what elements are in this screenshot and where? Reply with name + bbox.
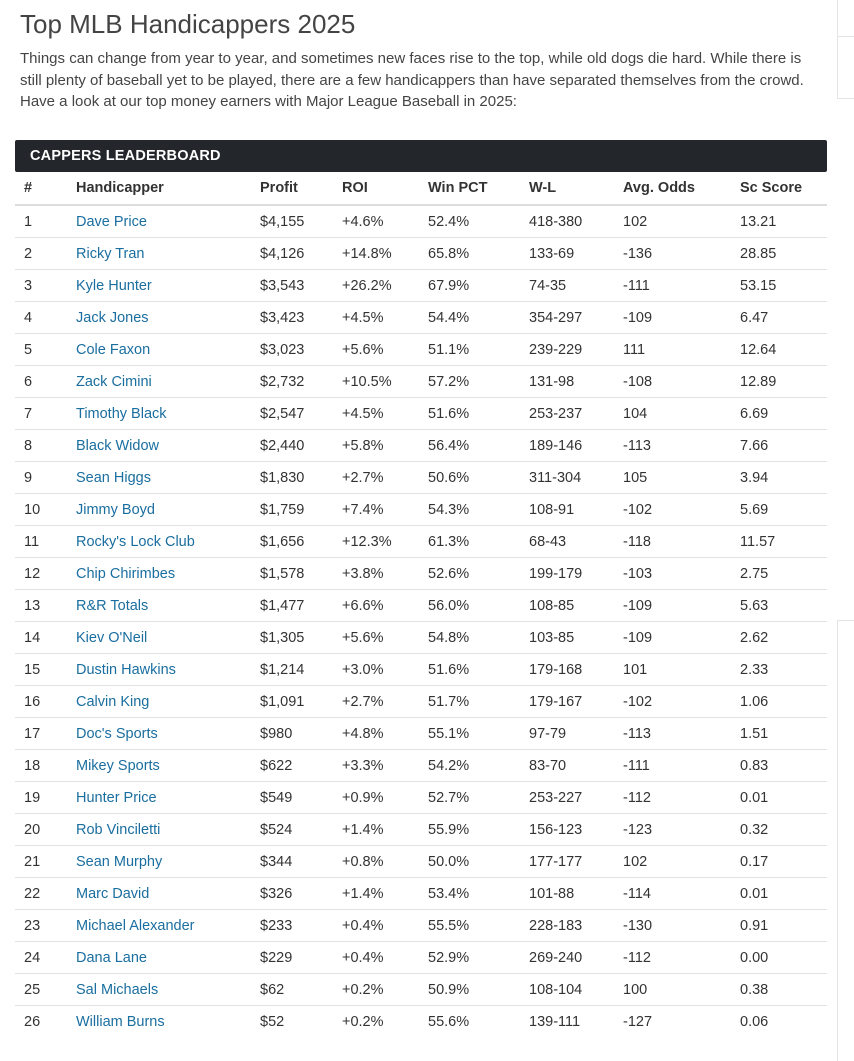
handicapper-cell — [76, 942, 260, 974]
win-pct-cell: 52.7% — [428, 782, 529, 814]
table-row — [15, 654, 827, 686]
avg-odds-cell: 102 — [623, 846, 740, 878]
table-row — [15, 974, 827, 1006]
win-pct-cell: 67.9% — [428, 270, 529, 302]
rank-cell: 13 — [15, 590, 76, 622]
sc-score-cell: 13.21 — [740, 205, 827, 238]
table-row — [15, 494, 827, 526]
rank-cell: 19 — [15, 782, 76, 814]
wl-cell: 131-98 — [529, 366, 623, 398]
profit-cell: $1,759 — [260, 494, 342, 526]
handicapper-cell — [76, 398, 260, 430]
roi-cell: +0.4% — [342, 910, 428, 942]
profit-cell: $1,091 — [260, 686, 342, 718]
avg-odds-cell: -114 — [623, 878, 740, 910]
win-pct-cell: 54.4% — [428, 302, 529, 334]
handicapper-cell — [76, 238, 260, 270]
sc-score-cell: 5.69 — [740, 494, 827, 526]
handicapper-cell — [76, 622, 260, 654]
handicapper-link[interactable]: Chip Chirimbes — [76, 565, 176, 582]
wl-cell: 269-240 — [529, 942, 623, 974]
rank-cell: 8 — [15, 430, 76, 462]
sc-score-cell: 12.89 — [740, 366, 827, 398]
table-header-row — [15, 172, 827, 205]
leaderboard-header: CAPPERS LEADERBOARD — [15, 140, 827, 172]
handicapper-link[interactable]: Michael Alexander — [76, 917, 195, 934]
wl-cell: 354-297 — [529, 302, 623, 334]
roi-cell: +3.3% — [342, 750, 428, 782]
handicapper-link[interactable]: Rocky's Lock Club — [76, 533, 195, 550]
profit-cell: $622 — [260, 750, 342, 782]
table-row — [15, 462, 827, 494]
handicapper-link[interactable]: Dana Lane — [76, 949, 147, 966]
handicapper-link[interactable]: Marc David — [76, 885, 150, 902]
table-row — [15, 205, 827, 238]
win-pct-cell: 53.4% — [428, 878, 529, 910]
rank-cell: 3 — [15, 270, 76, 302]
avg-odds-cell: -111 — [623, 270, 740, 302]
rank-cell: 25 — [15, 974, 76, 1006]
handicapper-link[interactable]: Timothy Black — [76, 405, 167, 422]
roi-cell: +14.8% — [342, 238, 428, 270]
profit-cell: $4,155 — [260, 205, 342, 238]
handicapper-link[interactable]: Dave Price — [76, 213, 147, 230]
profit-cell: $2,547 — [260, 398, 342, 430]
wl-cell: 101-88 — [529, 878, 623, 910]
profit-cell: $2,440 — [260, 430, 342, 462]
avg-odds-cell: -102 — [623, 494, 740, 526]
profit-cell: $1,656 — [260, 526, 342, 558]
win-pct-cell: 55.9% — [428, 814, 529, 846]
sc-score-cell: 2.75 — [740, 558, 827, 590]
avg-odds-cell: -111 — [623, 750, 740, 782]
rank-cell: 6 — [15, 366, 76, 398]
wl-cell: 239-229 — [529, 334, 623, 366]
win-pct-cell: 50.9% — [428, 974, 529, 1006]
handicapper-link[interactable]: Calvin King — [76, 693, 150, 710]
rank-cell: 20 — [15, 814, 76, 846]
sidebar-widget-edge — [837, 0, 854, 99]
handicapper-link[interactable]: R&R Totals — [76, 597, 149, 614]
avg-odds-cell: -123 — [623, 814, 740, 846]
sc-score-cell: 0.17 — [740, 846, 827, 878]
wl-cell: 68-43 — [529, 526, 623, 558]
sc-score-cell: 0.32 — [740, 814, 827, 846]
roi-cell: +4.5% — [342, 398, 428, 430]
roi-cell: +0.2% — [342, 974, 428, 1006]
roi-cell: +2.7% — [342, 462, 428, 494]
handicapper-cell — [76, 302, 260, 334]
page-title: Top MLB Handicappers 2025 — [20, 9, 356, 39]
rank-cell: 2 — [15, 238, 76, 270]
handicapper-cell — [76, 782, 260, 814]
avg-odds-cell: 104 — [623, 398, 740, 430]
leaderboard-table — [15, 172, 827, 1037]
wl-cell: 97-79 — [529, 718, 623, 750]
handicapper-link[interactable]: Zack Cimini — [76, 373, 152, 390]
sc-score-cell: 0.06 — [740, 1013, 769, 1030]
profit-cell: $549 — [260, 782, 342, 814]
handicapper-cell — [76, 494, 260, 526]
sc-score-cell: 53.15 — [740, 270, 827, 302]
win-pct-cell: 51.7% — [428, 686, 529, 718]
avg-odds-cell: 101 — [623, 654, 740, 686]
avg-odds-cell: -102 — [623, 686, 740, 718]
wl-cell: 199-179 — [529, 558, 623, 590]
profit-cell: $1,830 — [260, 462, 342, 494]
wl-cell: 108-85 — [529, 590, 623, 622]
roi-cell: +26.2% — [342, 270, 428, 302]
column-header-sc-score: Sc Score — [740, 172, 827, 205]
table-row — [15, 942, 827, 974]
table-row — [15, 814, 827, 846]
avg-odds-cell: 102 — [623, 205, 740, 238]
wl-cell: 139-111 — [529, 1013, 581, 1030]
handicapper-cell — [76, 462, 260, 494]
handicapper-cell — [76, 334, 260, 366]
profit-cell: $1,214 — [260, 654, 342, 686]
wl-cell: 177-177 — [529, 846, 623, 878]
roi-cell: +4.8% — [342, 718, 428, 750]
table-row — [15, 270, 827, 302]
handicapper-link[interactable]: Sean Higgs — [76, 469, 151, 486]
handicapper-cell — [76, 654, 260, 686]
sc-score-cell: 11.57 — [740, 526, 827, 558]
avg-odds-cell: -103 — [623, 558, 740, 590]
table-row — [15, 334, 827, 366]
wl-cell: 253-227 — [529, 782, 623, 814]
handicapper-link[interactable]: Jimmy Boyd — [76, 501, 155, 518]
handicapper-cell — [76, 366, 260, 398]
win-pct-cell: 52.9% — [428, 942, 529, 974]
profit-cell: $4,126 — [260, 238, 342, 270]
handicapper-link[interactable]: Mikey Sports — [76, 757, 160, 774]
handicapper-link[interactable]: Dustin Hawkins — [76, 661, 176, 678]
table-row — [15, 718, 827, 750]
sc-score-cell: 7.66 — [740, 430, 827, 462]
intro-paragraph: Things can change from year to year, and sometimes new faces rise to the top, while old dogs die hard. While there is still plenty of baseball yet to be played, there are a few handicappers than have separated themselves from the crowd. Have a look at our top money earners with Major League Baseball in 2025: — [20, 50, 804, 110]
wl-cell: 108-104 — [529, 974, 623, 1006]
roi-cell: +2.7% — [342, 686, 428, 718]
roi-cell: +7.4% — [342, 494, 428, 526]
rank-cell: 15 — [15, 654, 76, 686]
rank-cell: 12 — [15, 558, 76, 590]
handicapper-link[interactable]: Black Widow — [76, 437, 159, 454]
wl-cell: 179-167 — [529, 686, 623, 718]
rank-cell: 14 — [15, 622, 76, 654]
column-header-rank: # — [15, 172, 76, 205]
table-row — [15, 782, 827, 814]
sc-score-cell: 1.51 — [740, 718, 827, 750]
avg-odds-cell: -109 — [623, 622, 740, 654]
roi-cell: +0.9% — [342, 782, 428, 814]
table-row — [15, 590, 827, 622]
rank-cell: 23 — [15, 910, 76, 942]
handicapper-link[interactable]: Kyle Hunter — [76, 277, 152, 294]
avg-odds-cell: -109 — [623, 302, 740, 334]
handicapper-cell — [76, 270, 260, 302]
win-pct-cell: 54.8% — [428, 622, 529, 654]
handicapper-link[interactable]: Doc's Sports — [76, 725, 158, 742]
column-header-roi: ROI — [342, 172, 428, 205]
rank-cell: 5 — [15, 334, 76, 366]
sidebar-widget-edge — [837, 620, 854, 1061]
handicapper-cell — [76, 846, 260, 878]
table-row — [15, 430, 827, 462]
win-pct-cell: 55.1% — [428, 718, 529, 750]
profit-cell: $52 — [260, 1013, 285, 1030]
profit-cell: $3,543 — [260, 270, 342, 302]
table-row — [15, 910, 827, 942]
handicapper-cell — [76, 526, 260, 558]
rank-cell: 4 — [15, 302, 76, 334]
profit-cell: $3,023 — [260, 334, 342, 366]
avg-odds-cell: 105 — [623, 462, 740, 494]
rank-cell: 24 — [15, 942, 76, 974]
wl-cell: 74-35 — [529, 270, 623, 302]
handicapper-cell — [76, 718, 260, 750]
win-pct-cell: 50.0% — [428, 846, 529, 878]
profit-cell: $980 — [260, 718, 342, 750]
profit-cell: $2,732 — [260, 366, 342, 398]
roi-cell: +5.8% — [342, 430, 428, 462]
roi-cell: +6.6% — [342, 590, 428, 622]
wl-cell: 133-69 — [529, 238, 623, 270]
sc-score-cell: 28.85 — [740, 238, 827, 270]
table-row — [15, 1006, 827, 1038]
sc-score-cell: 12.64 — [740, 334, 827, 366]
roi-cell: +0.2% — [342, 1013, 384, 1030]
win-pct-cell: 55.6% — [428, 1013, 470, 1030]
sc-score-cell: 2.62 — [740, 622, 827, 654]
sc-score-cell: 0.00 — [740, 942, 827, 974]
roi-cell: +0.4% — [342, 942, 428, 974]
sc-score-cell: 6.69 — [740, 398, 827, 430]
column-header-wl: W-L — [529, 172, 623, 205]
win-pct-cell: 54.2% — [428, 750, 529, 782]
profit-cell: $344 — [260, 846, 342, 878]
profit-cell: $524 — [260, 814, 342, 846]
handicapper-link[interactable]: Jack Jones — [76, 309, 149, 326]
table-row — [15, 686, 827, 718]
rank-cell: 9 — [15, 462, 76, 494]
rank-cell: 17 — [15, 718, 76, 750]
handicapper-link[interactable]: Rob Vinciletti — [76, 821, 161, 838]
rank-cell: 21 — [15, 846, 76, 878]
sc-score-cell: 0.38 — [740, 974, 827, 1006]
handicapper-link[interactable]: Ricky Tran — [76, 245, 145, 262]
handicapper-link[interactable]: Cole Faxon — [76, 341, 151, 358]
handicapper-cell — [76, 590, 260, 622]
avg-odds-cell: -118 — [623, 526, 740, 558]
table-row — [15, 238, 827, 270]
avg-odds-cell: -112 — [623, 942, 740, 974]
wl-cell: 418-380 — [529, 205, 623, 238]
sc-score-cell: 0.91 — [740, 910, 827, 942]
table-row — [15, 558, 827, 590]
roi-cell: +4.6% — [342, 205, 428, 238]
avg-odds-cell: -113 — [623, 718, 740, 750]
rank-cell: 22 — [15, 878, 76, 910]
profit-cell: $62 — [260, 974, 342, 1006]
roi-cell: +1.4% — [342, 878, 428, 910]
column-header-profit: Profit — [260, 172, 342, 205]
handicapper-cell — [76, 1006, 260, 1038]
win-pct-cell: 55.5% — [428, 910, 529, 942]
profit-cell: $1,305 — [260, 622, 342, 654]
wl-cell: 108-91 — [529, 494, 623, 526]
sc-score-cell: 3.94 — [740, 462, 827, 494]
table-row — [15, 398, 827, 430]
table-row — [15, 302, 827, 334]
wl-cell: 228-183 — [529, 910, 623, 942]
sc-score-cell: 5.63 — [740, 590, 827, 622]
wl-cell: 179-168 — [529, 654, 623, 686]
column-header-avg-odds: Avg. Odds — [623, 172, 740, 205]
table-row — [15, 366, 827, 398]
rank-cell: 10 — [15, 494, 76, 526]
wl-cell: 103-85 — [529, 622, 623, 654]
win-pct-cell: 50.6% — [428, 462, 529, 494]
table-row — [15, 878, 827, 910]
avg-odds-cell: -109 — [623, 590, 740, 622]
handicapper-cell — [76, 750, 260, 782]
handicapper-cell — [76, 558, 260, 590]
win-pct-cell: 56.0% — [428, 590, 529, 622]
wl-cell: 253-237 — [529, 398, 623, 430]
roi-cell: +5.6% — [342, 622, 428, 654]
avg-odds-cell: -113 — [623, 430, 740, 462]
profit-cell: $229 — [260, 942, 342, 974]
win-pct-cell: 52.6% — [428, 558, 529, 590]
handicapper-cell — [76, 878, 260, 910]
wl-cell: 311-304 — [529, 462, 623, 494]
win-pct-cell: 56.4% — [428, 430, 529, 462]
avg-odds-cell: -112 — [623, 782, 740, 814]
leaderboard-body — [15, 205, 827, 1037]
roi-cell: +12.3% — [342, 526, 428, 558]
rank-cell: 18 — [15, 750, 76, 782]
avg-odds-cell: 100 — [623, 974, 740, 1006]
profit-cell: $1,477 — [260, 590, 342, 622]
table-row — [15, 526, 827, 558]
handicapper-cell — [76, 430, 260, 462]
profit-cell: $1,578 — [260, 558, 342, 590]
rank-cell: 1 — [15, 205, 76, 238]
rank-cell: 16 — [15, 686, 76, 718]
sc-score-cell: 6.47 — [740, 302, 827, 334]
table-row — [15, 622, 827, 654]
handicapper-cell — [76, 814, 260, 846]
handicapper-cell — [76, 686, 260, 718]
roi-cell: +4.5% — [342, 302, 428, 334]
avg-odds-cell: 111 — [623, 334, 740, 366]
wl-cell: 156-123 — [529, 814, 623, 846]
sc-score-cell: 2.33 — [740, 654, 827, 686]
table-row — [15, 846, 827, 878]
roi-cell: +0.8% — [342, 846, 428, 878]
handicapper-link[interactable]: Sal Michaels — [76, 981, 159, 998]
avg-odds-cell: -130 — [623, 910, 740, 942]
profit-cell: $3,423 — [260, 302, 342, 334]
profit-cell: $326 — [260, 878, 342, 910]
handicapper-link[interactable]: Sean Murphy — [76, 853, 163, 870]
wl-cell: 83-70 — [529, 750, 623, 782]
sc-score-cell: 0.01 — [740, 782, 827, 814]
roi-cell: +3.8% — [342, 558, 428, 590]
table-row — [15, 750, 827, 782]
win-pct-cell: 51.6% — [428, 398, 529, 430]
handicapper-cell — [76, 205, 260, 238]
win-pct-cell: 57.2% — [428, 366, 529, 398]
win-pct-cell: 51.6% — [428, 654, 529, 686]
handicapper-link[interactable]: Hunter Price — [76, 789, 157, 806]
sc-score-cell: 0.83 — [740, 750, 827, 782]
handicapper-cell — [76, 974, 260, 1006]
wl-cell: 189-146 — [529, 430, 623, 462]
avg-odds-cell: -127 — [623, 1013, 653, 1030]
sc-score-cell: 1.06 — [740, 686, 827, 718]
sc-score-cell: 0.01 — [740, 878, 827, 910]
rank-cell: 7 — [15, 398, 76, 430]
avg-odds-cell: -136 — [623, 238, 740, 270]
win-pct-cell: 65.8% — [428, 238, 529, 270]
avg-odds-cell: -108 — [623, 366, 740, 398]
roi-cell: +10.5% — [342, 366, 428, 398]
rank-cell: 26 — [24, 1013, 41, 1030]
win-pct-cell: 52.4% — [428, 205, 529, 238]
handicapper-cell — [76, 910, 260, 942]
win-pct-cell: 51.1% — [428, 334, 529, 366]
roi-cell: +5.6% — [342, 334, 428, 366]
win-pct-cell: 54.3% — [428, 494, 529, 526]
column-header-win-pct: Win PCT — [428, 172, 529, 205]
profit-cell: $233 — [260, 910, 342, 942]
handicapper-link[interactable]: Kiev O'Neil — [76, 629, 148, 646]
roi-cell: +1.4% — [342, 814, 428, 846]
handicapper-link[interactable]: William Burns — [76, 1013, 165, 1030]
column-header-handicapper: Handicapper — [76, 172, 260, 205]
win-pct-cell: 61.3% — [428, 526, 529, 558]
roi-cell: +3.0% — [342, 654, 428, 686]
rank-cell: 11 — [15, 526, 76, 558]
